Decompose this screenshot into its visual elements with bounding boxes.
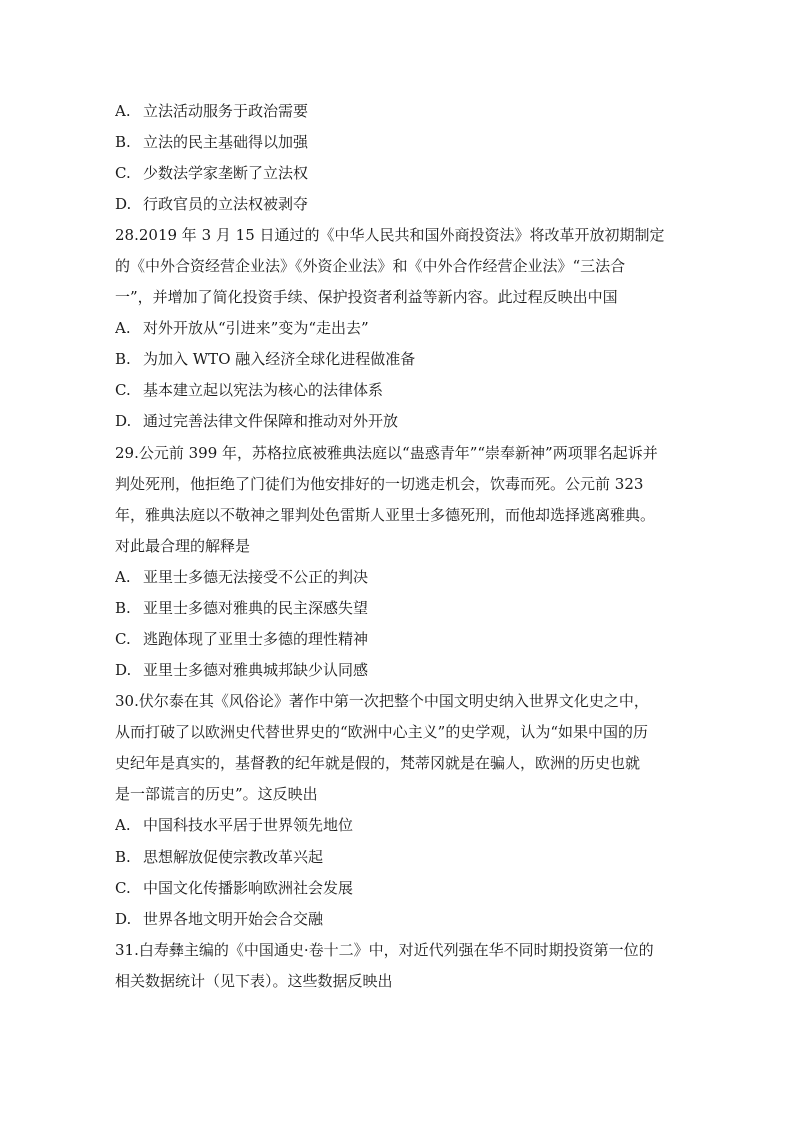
q30-option-c [115, 878, 685, 898]
q28-stem-line: 的《中外合资经营企业法》《外资企业法》和《中外合作经营企业法》“三法合 [115, 257, 626, 275]
option-text: 亚里士多德对雅典的民主深感失望 [143, 599, 369, 617]
option-text: 亚里士多德无法接受不公正的判决 [143, 568, 369, 586]
q29-option-a [115, 567, 685, 587]
q30-option-d [115, 909, 685, 929]
option-key: D. [115, 661, 132, 679]
option-key: D. [115, 910, 132, 928]
option-key: A. [115, 568, 131, 586]
option-text: 为加入 WTO 融入经济全球化进程做准备 [143, 350, 416, 368]
option-text: 逃跑体现了亚里士多德的理性精神 [143, 630, 369, 648]
option-text: 立法活动服务于政治需要 [143, 102, 309, 120]
option-key: B. [115, 133, 131, 151]
option-text: 亚里士多德对雅典城邦缺少认同感 [143, 661, 369, 679]
q31-stem-line: 31.白寿彝主编的《中国通史·卷十二》中，对近代列强在华不同时期投资第一位的 [115, 941, 654, 959]
q28-stem-line: 28.2019 年 3 月 15 日通过的《中华人民共和国外商投资法》将改革开放初期制定 [115, 226, 665, 244]
option-key: C. [115, 381, 131, 399]
q30-stem-line: 从而打破了以欧洲史代替世界史的“欧洲中心主义”的史学观，认为“如果中国的历 [115, 723, 649, 741]
option-text: 对外开放从“引进来”变为“走出去” [143, 319, 369, 337]
option-text: 世界各地文明开始会合交融 [143, 910, 324, 928]
option-text: 通过完善法律文件保障和推动对外开放 [143, 412, 399, 430]
option-text: 中国文化传播影响欧洲社会发展 [143, 879, 354, 897]
option-key: D. [115, 195, 132, 213]
q27-option-a [115, 101, 685, 121]
option-key: A. [115, 319, 131, 337]
q27-option-c [115, 163, 685, 183]
q29-stem-line: 29.公元前 399 年，苏格拉底被雅典法庭以“蛊惑青年”“崇奉新神”两项罪名起诉并 [115, 444, 658, 462]
option-text: 中国科技水平居于世界领先地位 [143, 816, 354, 834]
q27-option-b [115, 132, 685, 152]
q28-option-b [115, 349, 685, 369]
q30-stem-line: 是一部谎言的历史”。这反映出 [115, 785, 318, 803]
option-key: A. [115, 816, 131, 834]
option-key: A. [115, 102, 131, 120]
q28-option-d [115, 411, 685, 431]
q30-stem-line: 史纪年是真实的，基督教的纪年就是假的，梵蒂冈就是在骗人，欧洲的历史也就 [115, 754, 641, 772]
q31-stem-line: 相关数据统计（见下表）。这些数据反映出 [115, 972, 393, 990]
q29-option-d [115, 660, 685, 680]
q28-option-c [115, 380, 685, 400]
option-key: C. [115, 879, 131, 897]
option-text: 基本建立起以宪法为核心的法律体系 [143, 381, 384, 399]
q30-stem-line: 30.伏尔泰在其《风俗论》著作中第一次把整个中国文明史纳入世界文化史之中， [115, 692, 649, 710]
q28-option-a [115, 318, 685, 338]
option-key: B. [115, 599, 131, 617]
option-key: C. [115, 630, 131, 648]
option-key: C. [115, 164, 131, 182]
q29-stem-line: 对此最合理的解释是 [115, 537, 251, 555]
option-text: 思想解放促使宗教改革兴起 [143, 848, 324, 866]
q28-stem-line: 一”，并增加了简化投资手续、保护投资者利益等新内容。此过程反映出中国 [115, 288, 618, 306]
q29-option-b [115, 598, 685, 618]
option-text: 行政官员的立法权被剥夺 [143, 195, 309, 213]
option-key: B. [115, 848, 131, 866]
q30-option-a [115, 815, 685, 835]
q29-stem-line: 年，雅典法庭以不敬神之罪判处色雷斯人亚里士多德死刑，而他却选择逃离雅典。 [115, 506, 656, 524]
option-text: 立法的民主基础得以加强 [143, 133, 309, 151]
q29-stem-line: 判处死刑，他拒绝了门徒们为他安排好的一切逃走机会，饮毒而死。公元前 323 [115, 475, 644, 493]
option-key: D. [115, 412, 132, 430]
q27-option-d [115, 194, 685, 214]
option-key: B. [115, 350, 131, 368]
q30-option-b [115, 847, 685, 867]
q29-option-c [115, 629, 685, 649]
option-text: 少数法学家垄断了立法权 [143, 164, 309, 182]
